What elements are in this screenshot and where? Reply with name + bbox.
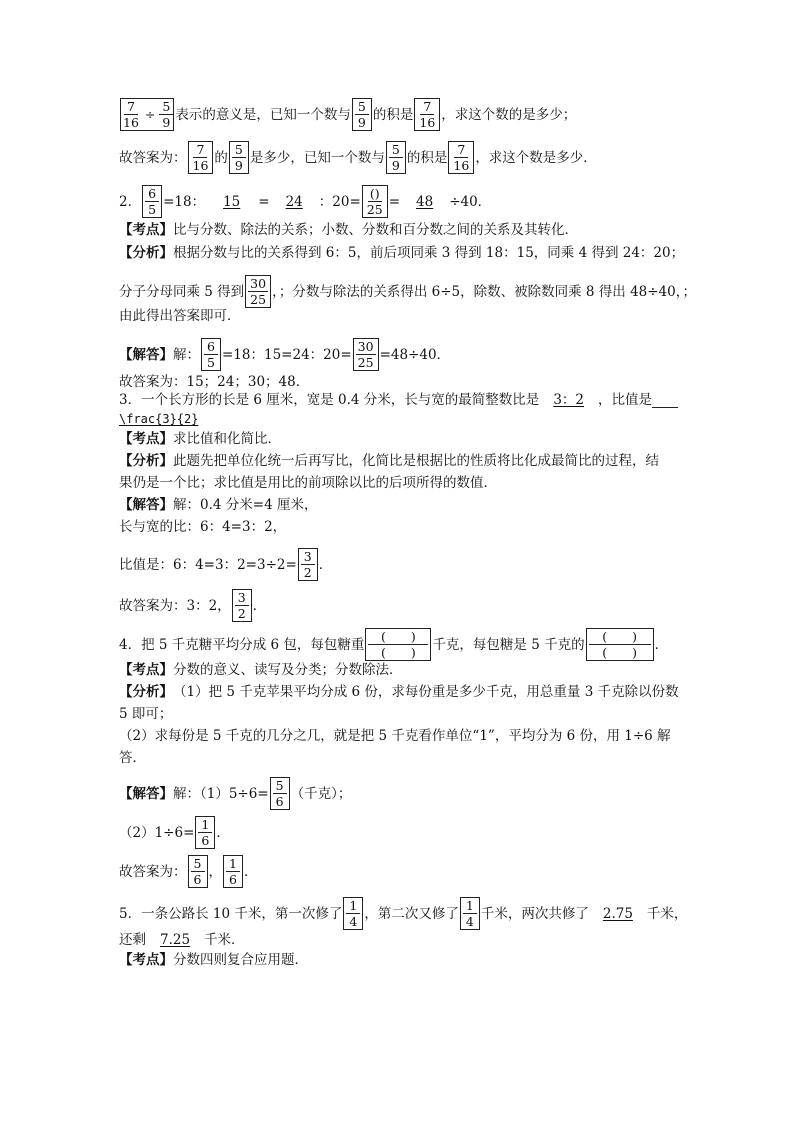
q4-answer: 故答案为： $\frac{5}{6}$ ， $\frac{1}{6}$ ． — [119, 856, 258, 887]
q4-analysis-3: （2）求每份是 5 千克的几分之几，就是把 5 千克看作单位“1”，平均分为 6 份，用 1÷6 解 — [119, 728, 671, 744]
fraction: $\frac{1}{4}$ — [343, 897, 363, 930]
q4-analysis-2: 5 即可； — [119, 706, 173, 722]
q2-kaodian: 【考点】 比与分数、除法的关系；小数、分数和百分数之间的关系及其转化． — [119, 222, 578, 238]
fraction: $\frac{5}{9}$ — [386, 141, 406, 174]
q4-analysis-4: 答． — [119, 750, 146, 766]
answer-blank — [652, 393, 678, 408]
fraction: $\frac{3}{2}$ — [232, 589, 252, 622]
fraction: $\frac{()}{25}$ — [362, 185, 388, 218]
q4-solution-1: 【解答】 解：（1）5÷6= $\frac{5}{6}$ （千克）； — [119, 778, 352, 809]
question-5-cont: 还剩 7.25 千米． — [119, 932, 245, 948]
q3-analysis-1: 【分析】 此题先把单位化统一后再写比，化简比是根据比的性质将比化成最简比的过程，结 — [119, 453, 659, 469]
fraction: $\frac{7}{16}$ — [448, 141, 474, 174]
q3-solution-3: 比值是：6：4=3：2=3÷2= $\frac{3}{2}$ ． — [119, 549, 333, 580]
q4-solution-2: （2）1÷6= $\frac{1}{6}$ ． — [119, 817, 230, 848]
fraction: $\frac{3}{2}$ — [298, 548, 318, 581]
answer-fraction-box: $\frac{( )}{( )}$ — [365, 628, 431, 661]
q2-analysis-1: 【分析】 根据分数与比的关系得到 6：5，前后项同乘 3 得到 18：15，同乘 4 得到 24：20； — [119, 245, 685, 261]
line-meaning: $\frac{7}{16}$ ÷ $\frac{5}{9}$ 表示的意义是，已知一个数与 $\frac{5}{9}$ 的积是 $\frac{7}{16}$ ，求这个数的是多少； — [119, 98, 576, 131]
fraction: $\frac{1}{6}$ — [195, 816, 215, 849]
answer-fraction-box: $\frac{( )}{( )}$ — [586, 628, 654, 661]
q3-kaodian: 【考点】 求比值和化简比． — [119, 431, 281, 447]
fraction: $\frac{6}{5}$ — [142, 185, 162, 218]
q3-solution-2: 长与宽的比：6：4=3：2， — [119, 519, 287, 535]
q4-analysis-1: 【分析】 （1）把 5 千克苹果平均分成 6 份，求每份重是多少千克，用总重量 3 千克除以份数 — [119, 684, 679, 700]
fraction: $\frac{5}{6}$ — [270, 777, 290, 810]
q2-answer: 故答案为：15；24；30；48． — [119, 374, 310, 390]
fraction: $\frac{7}{16}$ — [188, 141, 214, 174]
fraction: $\frac{5}{6}$ — [188, 855, 208, 888]
q5-kaodian: 【考点】 分数四则复合应用题． — [119, 952, 308, 968]
question-4: 4．把 5 千克糖平均分成 6 包，每包糖重 $\frac{( )}{( )}$ 千克，每包糖是 5 千克的 $\frac{( )}{( )}$ ． — [119, 629, 669, 660]
fraction: $\frac{30}{25}$ — [353, 338, 379, 371]
line-answer-1: 故答案为： $\frac{7}{16}$ 的 $\frac{5}{9}$ 是多少，已知一个数与 $\frac{5}{9}$ 的积是 $\frac{7}{16}$ ，求这个数是多少． — [119, 142, 597, 173]
q2-analysis-3: 由此得出答案即可． — [119, 308, 241, 324]
fraction: $\frac{5}{9}$ — [352, 98, 372, 131]
question-2: 2． $\frac{6}{5}$ =18： 15 = 24 ：20= $\frac{()}{25}$ = 48 ÷40． — [119, 186, 492, 217]
question-5: 5．一条公路长 10 千米，第一次修了 $\frac{1}{4}$ ，第二次又修了 $\frac{1}{4}$ 千米，两次共修了 2.75 千米， — [119, 898, 688, 929]
fraction: $\frac{5}{9}$ — [229, 141, 249, 174]
q3-ratio-value: \frac{3}{2} — [119, 412, 199, 426]
question-3: 3．一个长方形的长是 6 厘米，宽是 0.4 分米，长与宽的最简整数比是 3：2 ，比值是 — [119, 391, 678, 409]
q4-kaodian: 【考点】 分数的意义、读写及分类；分数除法． — [119, 662, 403, 678]
q3-analysis-2: 果仍是一个比；求比值是用比的前项除以比的后项所得的数值． — [119, 475, 497, 491]
fraction: $\frac{1}{6}$ — [223, 855, 243, 888]
q2-solution: 【解答】 解： $\frac{6}{5}$ =18：15=24：20= $\frac{30}{25}$ =48÷40． — [119, 339, 451, 370]
q3-answer: 故答案为：3：2， $\frac{3}{2}$ ． — [119, 590, 267, 621]
q3-solution-1: 【解答】 解：0.4 分米=4 厘米， — [119, 497, 318, 513]
expression-box: $\frac{7}{16}$ ÷ $\frac{5}{9}$ — [120, 98, 174, 131]
fraction: $\frac{30}{25}$ — [245, 275, 271, 308]
q2-analysis-2: 分子分母同乘 5 得到 $\frac{30}{25}$ ，；分数与除法的关系得出 6÷5，除数、被除数同乘 8 得出 48÷40，； — [119, 276, 696, 307]
fraction: $\frac{7}{16}$ — [414, 98, 440, 131]
fraction: $\frac{1}{4}$ — [460, 897, 480, 930]
fraction: $\frac{6}{5}$ — [201, 338, 221, 371]
